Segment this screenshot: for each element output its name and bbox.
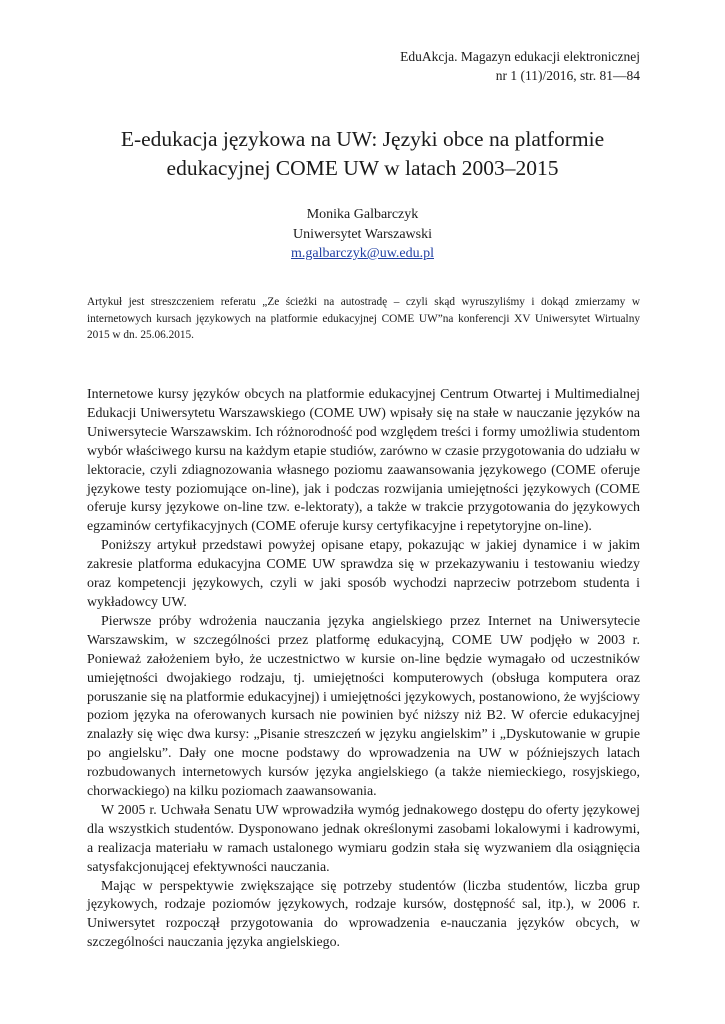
author-name: Monika Galbarczyk bbox=[306, 207, 419, 222]
body-paragraph-1: Internetowe kursy języków obcych na platformie edukacyjnej Centrum Otwartej i Multimedialnej Edukacji Uniwersytetu Warszawskiego (COME UW) wpisały się na stałe w nauczanie języków na Uniwersytecie Warszawskim. Ich różnorodność pod względem treści i formy umożliwia studentom wybór właściwego kursu na każdym etapie studiów, zarówno w czasie przygotowania do udziału w lektoracie, czyli zdiagnozowania własnego poziomu zaawansowania językowego (COME oferuje językowe testy poziomujące on-line), jak i podczas rozwijania umiejętności językowych (COME oferuje kursy językowe on-line tzw. e-lektoraty), a także w trakcie przygotowania do językowych egzaminów certyfikacyjnych (COME oferuje kursy certyfikacyjne i repetytoryjne on-line). bbox=[87, 387, 641, 535]
body-paragraph-2: Poniższy artykuł przedstawi powyżej opisane etapy, pokazując w jakiej dynamice i w jakim zakresie platforma edukacyjna COME UW sprawdza się w przekazywaniu i testowaniu wiedzy oraz kompetencji językowych, czyli w jaki sposób wychodzi naprzeciw potrzebom studenta i wykładowcy UW. bbox=[87, 538, 640, 610]
journal-name: EduAkcja. Magazyn edukacji elektronicznej bbox=[400, 49, 640, 64]
body-paragraph-3: Pierwsze próby wdrożenia nauczania języka angielskiego przez Internet na Uniwersytecie Warszawskim, w szczególności przez platformę edukacyjną, COME UW podjęło w 2003 r. Ponieważ założeniem było, że uczestnictwo w kursie on-line będzie wymagało od uczestników umiejętności dwojakiego rodzaju, tj. umiejętności komputerowych (obsługa komputera oraz poruszanie się na platformie edukacyjnej) i umiejętności językowych, postanowiono, że wyjściowy poziom języka na oferowanych kursach nie powinien być niższy niż B2. W ofercie edukacyjnej znalazły się więc dwa kursy: „Pisanie streszczeń w języku angielskim” i „Dyskutowanie w grupie po angielsku”. Dały one mocne podstawy do wprowadzenia na UW w późniejszych latach rozbudowanych internetowych kursów języka angielskiego (a także niemieckiego, rosyjskiego, chorwackiego) na kilku poziomach zaawansowania. bbox=[87, 613, 640, 800]
journal-header bbox=[400, 47, 640, 85]
author-block bbox=[0, 205, 725, 264]
body-paragraph-5: Mając w perspektywie zwiększające się potrzeby studentów (liczba studentów, liczba grup językowych, rodzaje poziomów językowych, rodzaje kursów, dostępność sal, itp.), w 2006 r. Uniwersytet rozpoczął przygotowania do wprowadzenia e-nauczania języków obcych, w szczególności nauczania języka angielskiego. bbox=[87, 878, 640, 951]
article-note: Artykuł jest streszczeniem referatu „Ze ścieżki na autostradę – czyli skąd wyruszyliśmy i dokąd zmierzamy w internetowych kursach językowych na platformie edukacyjnej COME UW”na konferencji XV Uniwersytet Wirtualny 2015 w dn. 25.06.2015. bbox=[87, 296, 640, 341]
article-body bbox=[87, 386, 640, 953]
journal-issue: nr 1 (11)/2016, str. 81—84 bbox=[495, 68, 640, 83]
body-paragraph-4: W 2005 r. Uchwała Senatu UW wprowadziła wymóg jednakowego dostępu do oferty językowej dla wszystkich studentów. Dysponowano jednak określonymi zasobami lokalowymi i kadrowymi, a realizacja materiału w ramach ustalonego wymiaru godzin stała się wyzwaniem dla osiągnięcia satysfakcjonującej efektywności nauczania. bbox=[87, 802, 640, 875]
article-title bbox=[70, 125, 655, 183]
author-affiliation: Uniwersytet Warszawski bbox=[293, 226, 432, 242]
article-title-line-2: edukacyjnej COME UW w latach 2003–2015 bbox=[166, 156, 559, 180]
article-title-line-1: E-edukacja językowa na UW: Języki obce na platformie bbox=[120, 127, 605, 151]
author-email-link[interactable]: m.galbarczyk@uw.edu.pl bbox=[291, 246, 434, 261]
